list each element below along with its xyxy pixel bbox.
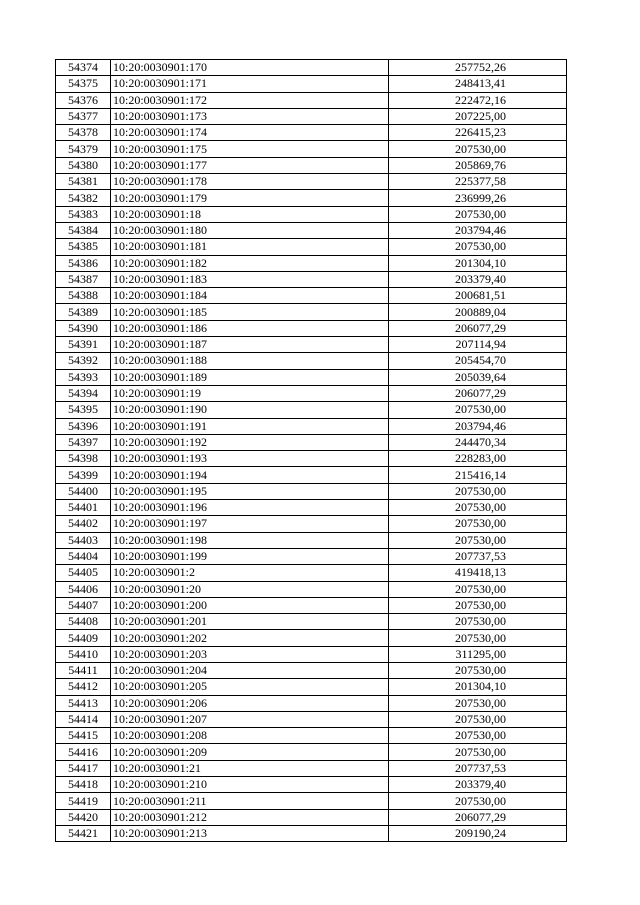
value-cell: 203379,40 [389,271,567,287]
cadastral-number-cell: 10:20:0030901:171 [111,76,389,92]
value-cell: 203794,46 [389,222,567,238]
row-number-cell: 54404 [56,548,111,564]
value-cell: 311295,00 [389,646,567,662]
cadastral-number-cell: 10:20:0030901:199 [111,548,389,564]
value-cell: 226415,23 [389,125,567,141]
cadastral-number-cell: 10:20:0030901:197 [111,516,389,532]
value-cell: 209190,24 [389,825,567,841]
value-cell: 207530,00 [389,597,567,613]
table-row [56,385,567,401]
value-cell: 207530,00 [389,206,567,222]
table-row [56,809,567,825]
cadastral-number-cell: 10:20:0030901:202 [111,630,389,646]
row-number-cell: 54412 [56,679,111,695]
cadastral-number-cell: 10:20:0030901:205 [111,679,389,695]
cadastral-number-cell: 10:20:0030901:181 [111,239,389,255]
value-cell: 207530,00 [389,516,567,532]
table-row [56,711,567,727]
table-row [56,679,567,695]
row-number-cell: 54379 [56,141,111,157]
row-number-cell: 54401 [56,500,111,516]
table-row [56,418,567,434]
value-cell: 215416,14 [389,467,567,483]
row-number-cell: 54390 [56,320,111,336]
row-number-cell: 54378 [56,125,111,141]
row-number-cell: 54417 [56,760,111,776]
table-row [56,369,567,385]
row-number-cell: 54386 [56,255,111,271]
value-cell: 207530,00 [389,630,567,646]
table-row [56,744,567,760]
row-number-cell: 54415 [56,728,111,744]
cadastral-number-cell: 10:20:0030901:206 [111,695,389,711]
row-number-cell: 54398 [56,451,111,467]
cadastral-number-cell: 10:20:0030901:2 [111,565,389,581]
table-row [56,320,567,336]
cadastral-number-cell: 10:20:0030901:177 [111,157,389,173]
value-cell: 203379,40 [389,777,567,793]
table-body [56,60,567,842]
value-cell: 200889,04 [389,304,567,320]
table-row [56,190,567,206]
value-cell: 207737,53 [389,548,567,564]
table-row [56,451,567,467]
table-row [56,206,567,222]
table-row [56,467,567,483]
row-number-cell: 54384 [56,222,111,238]
cadastral-number-cell: 10:20:0030901:189 [111,369,389,385]
table-row [56,222,567,238]
cadastral-number-cell: 10:20:0030901:203 [111,646,389,662]
cadastral-number-cell: 10:20:0030901:193 [111,451,389,467]
table-row [56,337,567,353]
cadastral-number-cell: 10:20:0030901:191 [111,418,389,434]
value-cell: 207225,00 [389,108,567,124]
table-row [56,500,567,516]
cadastral-number-cell: 10:20:0030901:174 [111,125,389,141]
row-number-cell: 54395 [56,402,111,418]
row-number-cell: 54394 [56,385,111,401]
value-cell: 206077,29 [389,320,567,336]
row-number-cell: 54406 [56,581,111,597]
value-cell: 207530,00 [389,744,567,760]
row-number-cell: 54421 [56,825,111,841]
table-row [56,565,567,581]
table-row [56,483,567,499]
cadastral-number-cell: 10:20:0030901:208 [111,728,389,744]
row-number-cell: 54397 [56,434,111,450]
value-cell: 207737,53 [389,760,567,776]
row-number-cell: 54411 [56,662,111,678]
cadastral-number-cell: 10:20:0030901:170 [111,60,389,76]
table-row [56,141,567,157]
value-cell: 207530,00 [389,695,567,711]
table-row [56,353,567,369]
value-cell: 236999,26 [389,190,567,206]
table-row [56,793,567,809]
cadastral-number-cell: 10:20:0030901:210 [111,777,389,793]
cadastral-number-cell: 10:20:0030901:190 [111,402,389,418]
table-row [56,108,567,124]
row-number-cell: 54396 [56,418,111,434]
cadastral-number-cell: 10:20:0030901:179 [111,190,389,206]
value-cell: 203794,46 [389,418,567,434]
value-cell: 206077,29 [389,809,567,825]
row-number-cell: 54418 [56,777,111,793]
table-row [56,728,567,744]
row-number-cell: 54388 [56,288,111,304]
value-cell: 207530,00 [389,402,567,418]
table-row [56,516,567,532]
table-row [56,304,567,320]
value-cell: 228283,00 [389,451,567,467]
cadastral-number-cell: 10:20:0030901:184 [111,288,389,304]
cadastral-number-cell: 10:20:0030901:195 [111,483,389,499]
cadastral-number-cell: 10:20:0030901:183 [111,271,389,287]
row-number-cell: 54385 [56,239,111,255]
value-cell: 207530,00 [389,239,567,255]
value-cell: 207530,00 [389,728,567,744]
row-number-cell: 54408 [56,614,111,630]
table-row [56,614,567,630]
table-row [56,646,567,662]
table-row [56,239,567,255]
value-cell: 257752,26 [389,60,567,76]
row-number-cell: 54413 [56,695,111,711]
value-cell: 222472,16 [389,92,567,108]
value-cell: 207530,00 [389,614,567,630]
table-row [56,92,567,108]
table-row [56,548,567,564]
table-row [56,174,567,190]
row-number-cell: 54414 [56,711,111,727]
cadastral-value-table [55,59,567,842]
cadastral-number-cell: 10:20:0030901:19 [111,385,389,401]
value-cell: 207530,00 [389,500,567,516]
table-row [56,630,567,646]
cadastral-number-cell: 10:20:0030901:180 [111,222,389,238]
value-cell: 207530,00 [389,793,567,809]
cadastral-number-cell: 10:20:0030901:187 [111,337,389,353]
table-row [56,662,567,678]
value-cell: 225377,58 [389,174,567,190]
row-number-cell: 54402 [56,516,111,532]
table-row [56,402,567,418]
cadastral-number-cell: 10:20:0030901:186 [111,320,389,336]
row-number-cell: 54410 [56,646,111,662]
cadastral-number-cell: 10:20:0030901:172 [111,92,389,108]
row-number-cell: 54403 [56,532,111,548]
cadastral-number-cell: 10:20:0030901:182 [111,255,389,271]
table-row [56,60,567,76]
value-cell: 205869,76 [389,157,567,173]
table-row [56,157,567,173]
row-number-cell: 54409 [56,630,111,646]
table-row [56,125,567,141]
cadastral-number-cell: 10:20:0030901:188 [111,353,389,369]
value-cell: 201304,10 [389,679,567,695]
value-cell: 205039,64 [389,369,567,385]
value-cell: 207114,94 [389,337,567,353]
row-number-cell: 54405 [56,565,111,581]
row-number-cell: 54382 [56,190,111,206]
row-number-cell: 54400 [56,483,111,499]
row-number-cell: 54380 [56,157,111,173]
row-number-cell: 54383 [56,206,111,222]
row-number-cell: 54387 [56,271,111,287]
value-cell: 207530,00 [389,483,567,499]
table-row [56,777,567,793]
cadastral-number-cell: 10:20:0030901:200 [111,597,389,613]
value-cell: 205454,70 [389,353,567,369]
cadastral-number-cell: 10:20:0030901:204 [111,662,389,678]
value-cell: 207530,00 [389,141,567,157]
table-row [56,434,567,450]
row-number-cell: 54393 [56,369,111,385]
value-cell: 207530,00 [389,532,567,548]
value-cell: 207530,00 [389,711,567,727]
cadastral-number-cell: 10:20:0030901:21 [111,760,389,776]
table-row [56,695,567,711]
cadastral-number-cell: 10:20:0030901:196 [111,500,389,516]
cadastral-number-cell: 10:20:0030901:211 [111,793,389,809]
value-cell: 248413,41 [389,76,567,92]
row-number-cell: 54420 [56,809,111,825]
row-number-cell: 54399 [56,467,111,483]
table-row [56,825,567,841]
row-number-cell: 54381 [56,174,111,190]
row-number-cell: 54375 [56,76,111,92]
table-row [56,597,567,613]
cadastral-number-cell: 10:20:0030901:192 [111,434,389,450]
cadastral-number-cell: 10:20:0030901:212 [111,809,389,825]
row-number-cell: 54377 [56,108,111,124]
cadastral-number-cell: 10:20:0030901:201 [111,614,389,630]
row-number-cell: 54419 [56,793,111,809]
row-number-cell: 54376 [56,92,111,108]
row-number-cell: 54374 [56,60,111,76]
table-row [56,760,567,776]
row-number-cell: 54391 [56,337,111,353]
value-cell: 419418,13 [389,565,567,581]
cadastral-number-cell: 10:20:0030901:209 [111,744,389,760]
cadastral-number-cell: 10:20:0030901:213 [111,825,389,841]
table-row [56,288,567,304]
table-row [56,581,567,597]
cadastral-number-cell: 10:20:0030901:198 [111,532,389,548]
value-cell: 207530,00 [389,581,567,597]
row-number-cell: 54416 [56,744,111,760]
cadastral-number-cell: 10:20:0030901:175 [111,141,389,157]
value-cell: 201304,10 [389,255,567,271]
cadastral-number-cell: 10:20:0030901:185 [111,304,389,320]
cadastral-number-cell: 10:20:0030901:178 [111,174,389,190]
cadastral-number-cell: 10:20:0030901:194 [111,467,389,483]
value-cell: 200681,51 [389,288,567,304]
table-row [56,271,567,287]
row-number-cell: 54407 [56,597,111,613]
cadastral-number-cell: 10:20:0030901:18 [111,206,389,222]
value-cell: 206077,29 [389,385,567,401]
table-row [56,76,567,92]
row-number-cell: 54389 [56,304,111,320]
value-cell: 244470,34 [389,434,567,450]
cadastral-number-cell: 10:20:0030901:173 [111,108,389,124]
value-cell: 207530,00 [389,662,567,678]
cadastral-number-cell: 10:20:0030901:207 [111,711,389,727]
table-row [56,532,567,548]
table-row [56,255,567,271]
cadastral-number-cell: 10:20:0030901:20 [111,581,389,597]
row-number-cell: 54392 [56,353,111,369]
